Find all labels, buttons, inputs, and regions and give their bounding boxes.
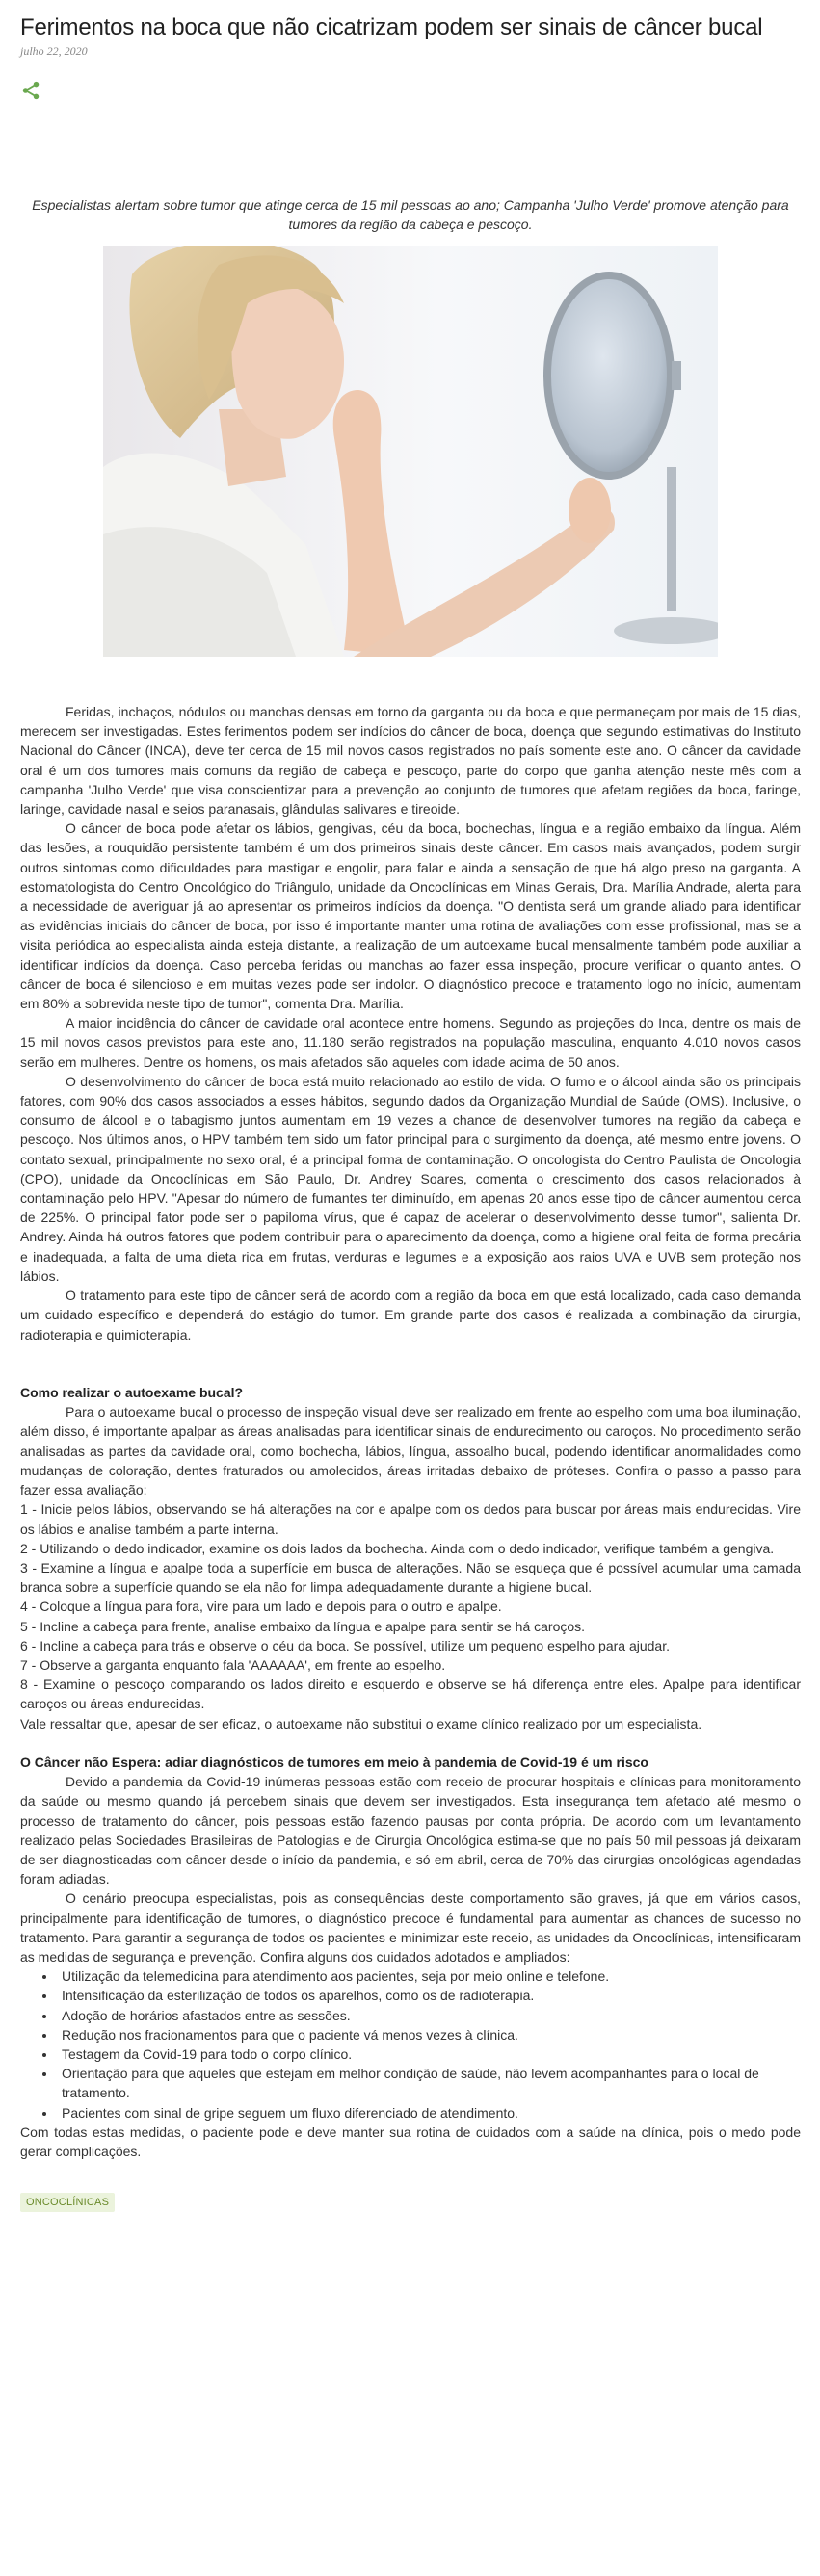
article-paragraph: Feridas, inchaços, nódulos ou manchas densas em torno da garganta ou da boca e que permaneçam por mais de 15 dias, merecem ser investigadas. Estes ferimentos podem ser indícios do câncer de boca, doença que segundo estimativas do Instituto Nacional do Câncer (INCA), deve ter cerca de 15 mil novos casos registrados no país somente este ano. O câncer da cavidade oral é um dos tumores mais comuns da região de cabeça e pescoço, parte do corpo que ganha atenção neste mês com a campanha 'Julho Verde' que visa conscientizar para a prevenção ao conjunto de tumores que afetam regiões da boca, faringe, laringe, cavidade nasal e seios paranasais, glândulas salivares e tireoide. (20, 704, 801, 818)
photo-illustration (103, 246, 718, 657)
post-subtitle: Especialistas alertam sobre tumor que atinge cerca de 15 mil pessoas ao ano; Campanha 'Julho Verde' promove atenção para tumores da região da cabeça e pescoço. (32, 197, 789, 232)
article-paragraph: O cenário preocupa especialistas, pois as consequências deste comportamento são graves, já que em vários casos, principalmente para identificação de tumores, o diagnóstico precoce é fundamental para aumentar as chances de sucesso no tratamento. Para garantir a segurança de todos os pacientes e minimizar este receio, as unidades da Oncoclínicas, intensificaram as medidas de segurança e prevenção. Confira alguns dos cuidados adotados e ampliados: (20, 1890, 801, 1965)
article-paragraph: O câncer de boca pode afetar os lábios, gengivas, céu da boca, bochechas, língua e a região embaixo da língua. Além das lesões, a rouquidão persistente também é um dos primeiros sinais deste câncer. Em casos mais avançados, podem surgir outros sintomas como dificuldades para mastigar e engolir, para falar e ainda a sensação de que há algo preso na garganta. A estomatologista do Centro Oncológico do Triângulo, unidade da Oncoclínicas em Minas Gerais, Dra. Marília Andrade, alerta para a necessidade de averiguar já ao apresentar os primeiros indícios da doença. "O dentista será um grande aliado para identificar as evidências iniciais do câncer de boca, por isso é importante manter uma rotina de avaliações com esse profissional, mas se a visita periódica ao especialista ainda esteja distante, a realização de um autoexame bucal mensalmente também pode auxiliar a identificar indícios da doença. Caso perceba feridas ou manchas ao fazer essa inspeção, procure verificar o quanto antes. O câncer de boca é silencioso e em muitas vezes pode ser indolor. O diagnóstico precoce e tratamento logo no início, aumentam em 80% a sobrevida neste tipo de tumor", comenta Dra. Marília. (20, 820, 801, 1012)
label-oncoclinicas[interactable]: ONCOCLÍNICAS (20, 2193, 115, 2212)
step-item: 2 - Utilizando o dedo indicador, examine os dois lados da bochecha. Ainda com o dedo indicador, verifique também a gengiva. (20, 1540, 775, 1556)
article-paragraph: Para o autoexame bucal o processo de inspeção visual deve ser realizado em frente ao espelho com uma boa iluminação, além disso, é importante apalpar as áreas analisadas para identificar sinais de endurecimento ou caroços. No procedimento serão analisadas as partes da cavidade oral, como bochecha, lábios, língua, assoalho bucal, podendo identificar anormalidades como mudanças de coloração, dentes fraturados ou amolecidos, áreas irritadas debaixo de próteses. Confira o passo a passo para fazer essa avaliação: (20, 1404, 801, 1498)
step-item: 5 - Incline a cabeça para frente, analise embaixo da língua e apalpe para sentir se há caroços. (20, 1618, 586, 1634)
article-paragraph: Vale ressaltar que, apesar de ser eficaz, o autoexame não substitui o exame clínico realizado por um especialista. (20, 1715, 702, 1731)
list-item: • Intensificação da esterilização de todos os aparelhos, como os de radioterapia. (57, 1986, 801, 2005)
article-body (20, 702, 801, 2161)
list-item: • Redução nos fracionamentos para que o paciente vá menos vezes à clínica. (57, 2025, 801, 2044)
article-paragraph: Devido a pandemia da Covid-19 inúmeras pessoas estão com receio de procurar hospitais e clínicas para monitoramento da saúde ou mesmo quando já percebem sinais que devem ser investigados. Esta insegurança tem afetado até mesmo o processo de tratamento do câncer, pois pessoas estão fazendo pausas por conta própria. De acordo com um levantamento realizado pelas Sociedades Brasileiras de Patologias e de Cirurgia Oncológica estima-se que no país 50 mil pessoas já deixaram de ser diagnosticadas com câncer desde o início da pandemia, e só em abril, cerca de 70% das cirurgias oncológicas agendadas foram adiadas. (20, 1774, 801, 1887)
section-heading-autoexame: Como realizar o autoexame bucal? (20, 1385, 244, 1401)
article-paragraph: A maior incidência do câncer de cavidade oral acontece entre homens. Segundo as projeções do Inca, dentre os mais de 15 mil novos casos previstos para este ano, 11.180 serão registrados na população masculina, enquanto 4.010 novos casos serão em mulheres. Dentre os homens, os mais afetados são aqueles com idade acima de 50 anos. (20, 1015, 801, 1070)
post-title: Ferimentos na boca que não cicatrizam podem ser sinais de câncer bucal (20, 14, 763, 40)
article-paragraph: O tratamento para este tipo de câncer será de acordo com a região da boca em que está localizado, cada caso demanda um cuidado específico e dependerá do estágio do tumor. Em grande parte dos casos é realizada a combinação da cirurgia, radioterapia e quimioterapia. (20, 1288, 801, 1342)
spacer (20, 1364, 801, 1383)
article-paragraph: O desenvolvimento do câncer de boca está muito relacionado ao estilo de vida. O fumo e o álcool ainda são os principais fatores, com 90% dos casos associados a esses hábitos, segundo dados da Organização Mundial de Saúde (OMS). Inclusive, o consumo de álcool e o tabagismo juntos aumentam em 19 vezes a chance de desenvolver tumores na região da cabeça e pescoço. Nos últimos anos, o HPV também tem sido um fator principal para o surgimento da doença, até mesmo entre jovens. O contato sexual, principalmente no sexo oral, é a principal forma de contaminação. O oncologista do Centro Paulista de Oncologia (CPO), unidade da Oncoclínicas em São Paulo, Dr. Andrey Soares, comenta o crescimento dos casos relacionados à contaminação pelo HPV. "Apesar do número de fumantes ter diminuído, em apenas 20 anos esse tipo de câncer aumentou cerca de 225%. O principal fator pode ser o papiloma vírus, que é capaz de acelerar o desenvolvimento desse tumor", salienta Dr. Andrey. Ainda há outros fatores que podem contribuir para o aparecimento da doença, como a higiene oral feita de forma precária e inadequada, a falta de uma dieta rica em frutas, verduras e legumes e a exposição aos raios UVA e UVB sem proteção nos lábios. (20, 1073, 801, 1284)
share-icon[interactable] (20, 80, 41, 101)
post-date: julho 22, 2020 (20, 44, 88, 58)
list-item: • Utilização da telemedicina para atendimento aos pacientes, seja por meio online e telefone. (57, 1966, 801, 1986)
list-item: • Pacientes com sinal de gripe seguem um fluxo diferenciado de atendimento. (57, 2103, 801, 2122)
list-item: • Adoção de horários afastados entre as sessões. (57, 2006, 801, 2025)
share-icon-graphic (20, 80, 41, 101)
step-item: 8 - Examine o pescoço comparando os lados direito e esquerdo e observe se há diferença entre eles. Apalpe para identificar caroços ou áreas endurecidas. (20, 1677, 801, 1712)
section-heading-pandemia: O Câncer não Espera: adiar diagnósticos de tumores em meio à pandemia de Covid-19 é um risco (20, 1754, 648, 1770)
list-item: • Testagem da Covid-19 para todo o corpo clínico. (57, 2044, 801, 2064)
step-item: 7 - Observe a garganta enquanto fala 'AAAAAA', em frente ao espelho. (20, 1656, 446, 1673)
care-measures-list (20, 1966, 801, 2122)
woman-mirror-photo (103, 246, 718, 657)
blog-post (20, 0, 801, 2212)
spacer (20, 1344, 801, 1364)
article-paragraph: Com todas estas medidas, o paciente pode e deve manter sua rotina de cuidados com a saúde na clínica, pois o medo pode gerar complicações. (20, 2123, 801, 2159)
step-item: 3 - Examine a língua e apalpe toda a superfície em busca de alterações. Não se esqueça que é possível acumular uma camada branca sobre a superfície quando se ela não for limpa adequadamente durante a higiene bucal. (20, 1559, 801, 1596)
step-item: 4 - Coloque a língua para fora, vire para um lado e depois para o outro e apalpe. (20, 1599, 502, 1615)
step-item: 1 - Inicie pelos lábios, observando se há alterações na cor e apalpe com os dedos para buscar por áreas mais endurecidas. Vire os lábios e analise também a parte interna. (20, 1501, 801, 1537)
list-item: • Orientação para que aqueles que estejam em melhor condição de saúde, não levem acompanhantes para o local de tratamento. (57, 2064, 801, 2102)
step-item: 6 - Incline a cabeça para trás e observe o céu da boca. Se possível, utilize um pequeno espelho para ajudar. (20, 1637, 670, 1653)
spacer (20, 1733, 801, 1753)
